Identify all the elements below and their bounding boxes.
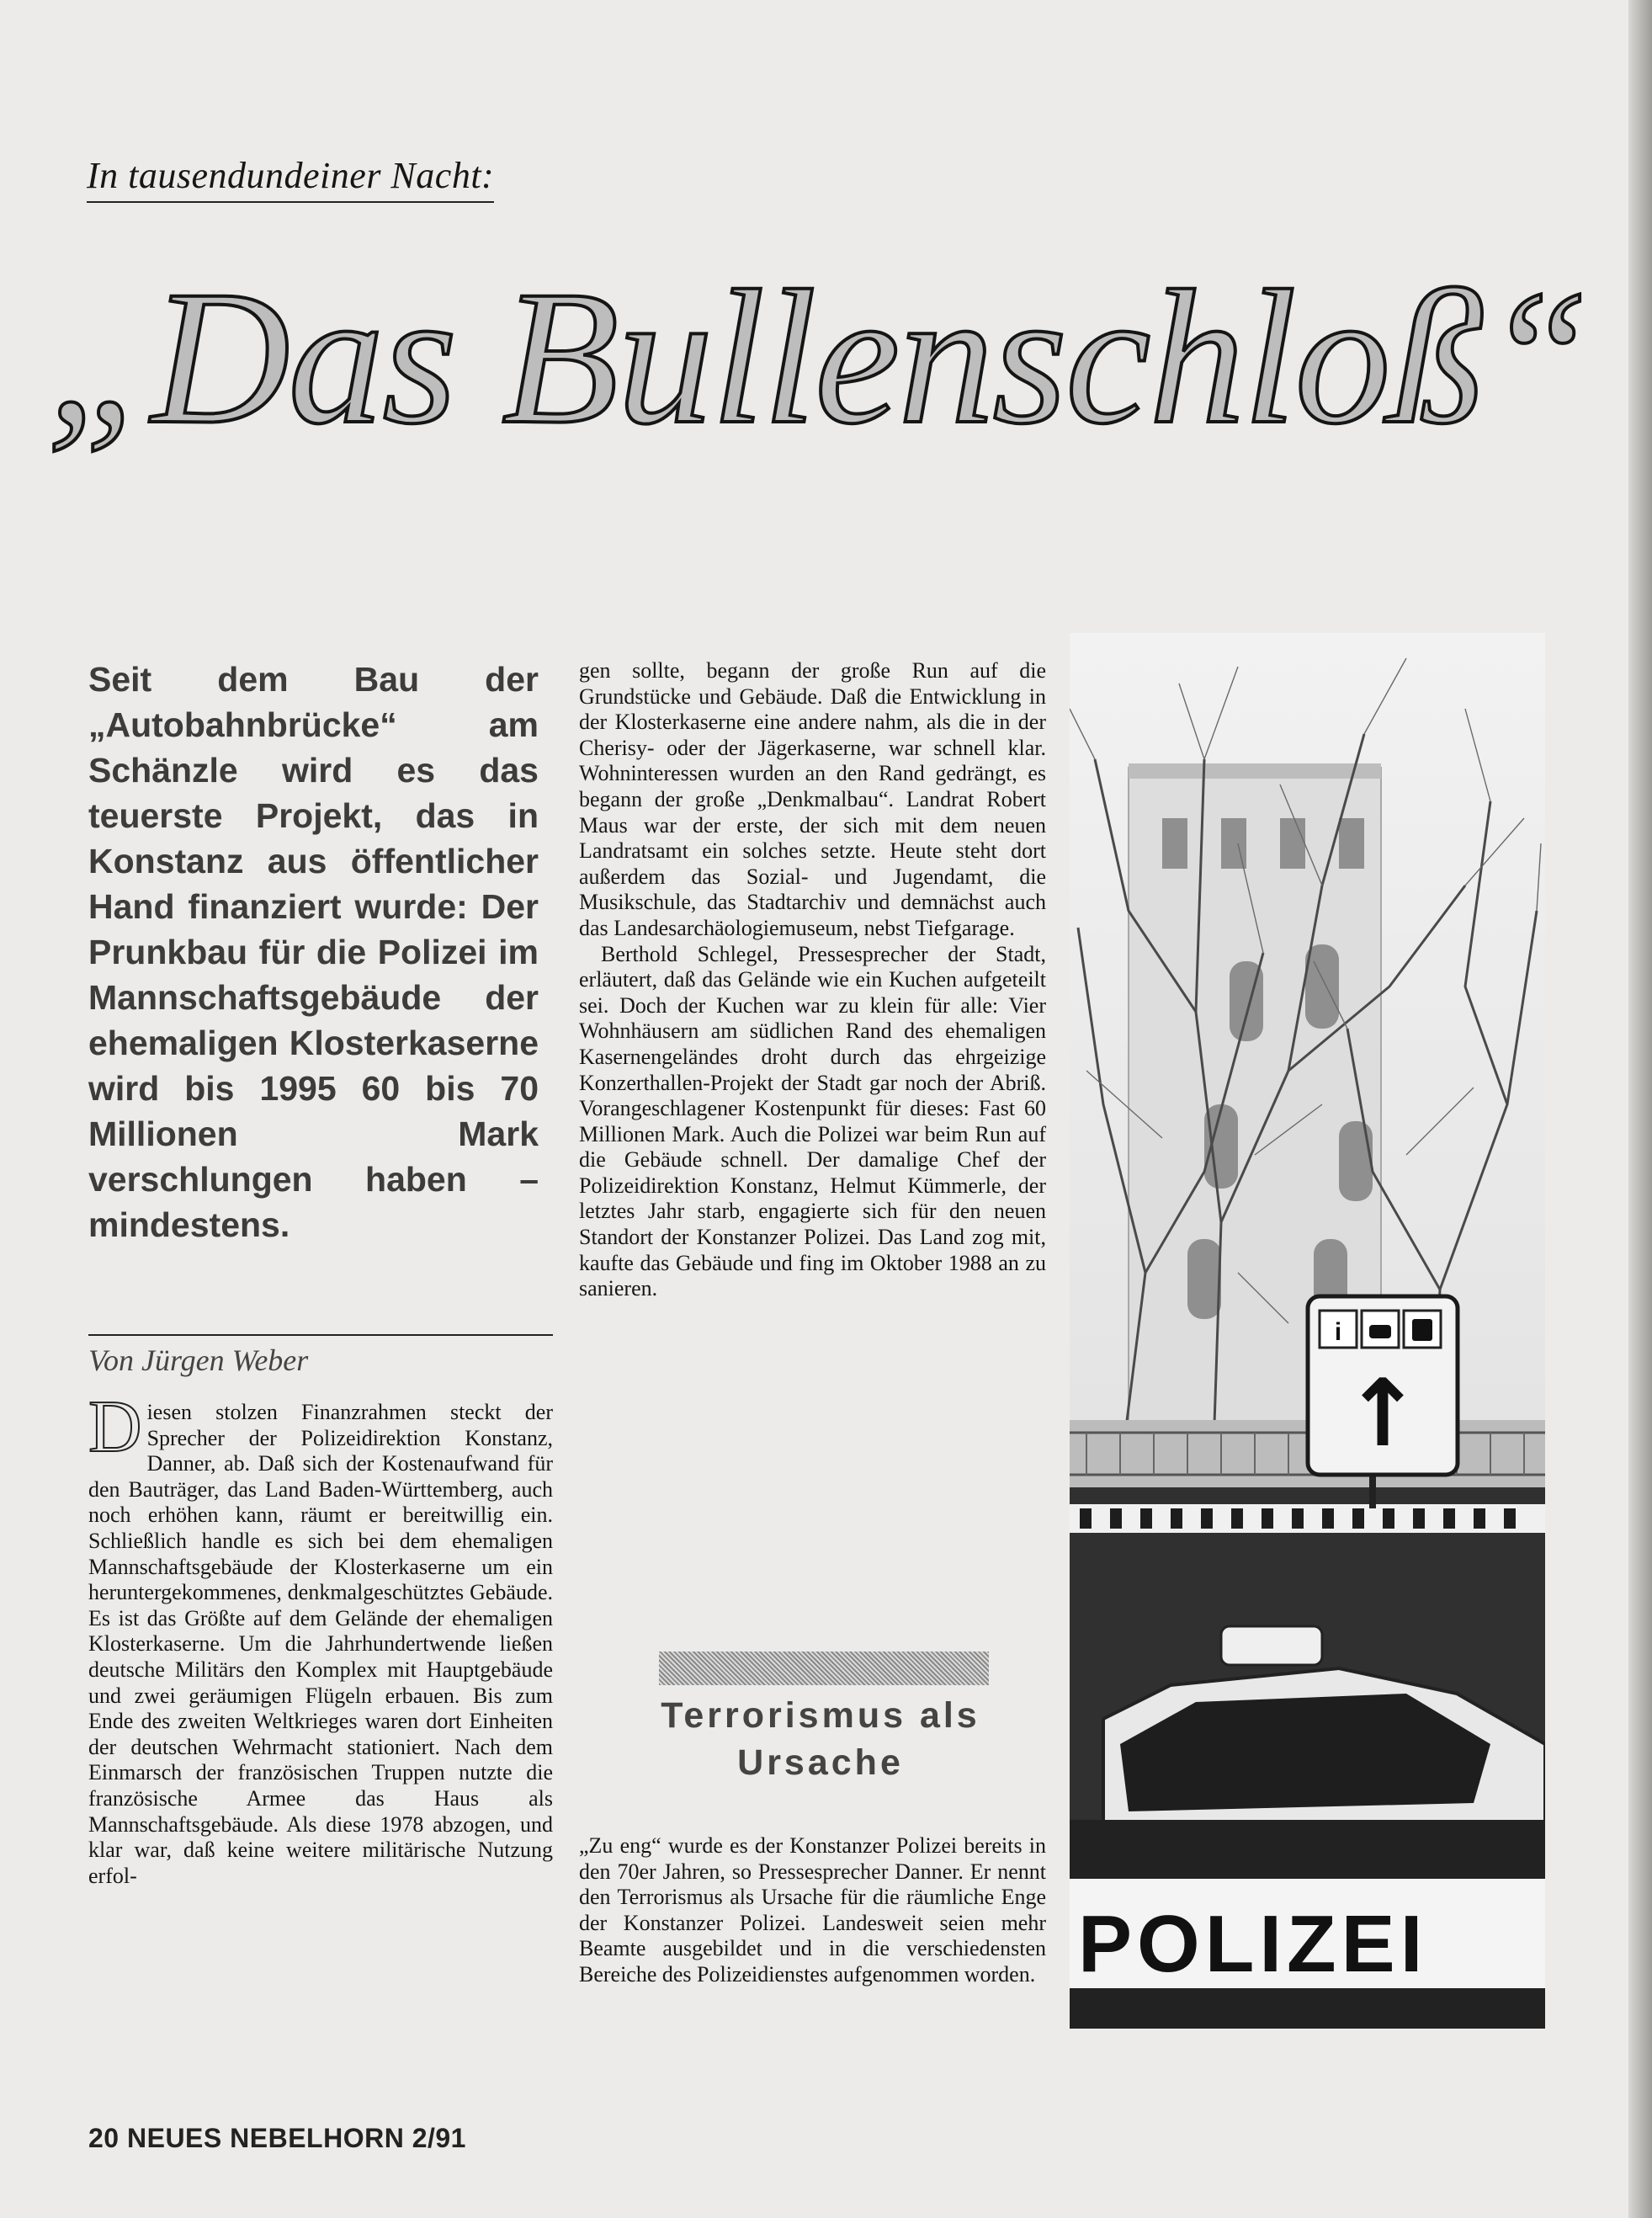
paragraph: Berthold Schlegel, Pressesprecher der Stadt, erläutert, daß das Gelände wie ein Kuchen aufgeteilt sei. Doch der Kuchen war zu klein für alle: Vier Wohnhäusern am südlichen Rand des ehemaligen Kasernengeländes droht durch das ehrgeizige Konzerthallen-Projekt der Stadt gar noch der Abriß. Vorangeschlagener Kostenpunkt für dieses: Fast 60 Millionen Mark. Auch die Polizei war beim Run auf die Gebäude schnell. Der damalige Chef der Polizeidirektion Konstanz, Helmut Kümmerle, der letztes Jahr starb, engagierte sich für den neuen Standort der Konstanzer Polizei. Das Land zog mit, kaufte das Gebäude und fing im Oktober 1988 an zu sanieren.	[579, 941, 1046, 1301]
kicker: In tausendundeiner Nacht:	[87, 154, 494, 203]
subhead-screen-bar	[659, 1652, 989, 1685]
article-column-3	[579, 1833, 1046, 1988]
subhead-line: Terrorismus als	[661, 1695, 980, 1736]
siren-light	[1221, 1626, 1322, 1665]
article-column-2	[579, 658, 1046, 1302]
lead-paragraph: Seit dem Bau der „Autobahnbrücke“ am Schänzle wird es das teuerste Projekt, das in Konstanz aus öffentlicher Hand finanziert wurde: Der Prunkbau für die Polizei im Mannschaftsgebäude der ehemaligen Klosterkaserne wird bis 1995 60 bis 70 Millionen Mark verschlungen haben – mindestens.	[88, 660, 539, 1244]
subhead-line: Ursache	[737, 1742, 904, 1783]
scan-edge-shadow	[1628, 0, 1652, 2218]
byline: Von Jürgen Weber	[88, 1334, 553, 1378]
paragraph: gen sollte, begann der große Run auf die Grundstücke und Gebäude. Daß die Entwicklung in der Klosterkaserne eine andere nahm, als die in der Cherisy- oder der Jägerkaserne, war schnell klar. Wohninteressen wurden an den Rand gedrängt, es begann der große „Denkmalbau“. Landrat Robert Maus war der erste, der sich mit dem neuen Landratsamt ein solches setzte. Heute steht dort außerdem das Sozial- und Jugendamt, die Musikschule, das Stadtarchiv und demnächst auch das Landesarchäologiemuseum, nebst Tiefgarage.	[579, 658, 1046, 940]
paragraph-text: iesen stolzen Finanzrahmen steckt der Sprecher der Polizeidirektion Konstanz, Danner, ab. Daß sich der Kostenaufwand für den Bauträger, das Land Baden-Württemberg, auch noch erhöhen kann, räumt er bereitwillig ein. Schließlich handle es sich bei dem ehemaligen Mannschaftsgebäude der Klosterkaserne um ein heruntergekommenes, denkmalgeschütztes Gebäude. Es ist das Größte auf dem Gelände der ehemaligen Klosterkaserne. Um die Jahrhundertwende ließen deutsche Militärs den Komplex mit Hauptgebäude und zwei geräumigen Flügeln erbauen. Bis zum Ende des zweiten Weltkrieges waren dort Einheiten der deutschen Wehrmacht stationiert. Nach dem Einmarsch der französischen Truppen nutzte die französische Armee das Haus als Mannschaftsgebäude. Als diese 1978 abzogen, und klar war, daß keine weitere militärische Nutzung erfol-	[88, 1400, 553, 1888]
article-column-1	[88, 1386, 553, 1889]
subhead	[589, 1692, 1052, 1786]
police-building-photo	[1070, 633, 1545, 2029]
photo-illustration	[1070, 633, 1545, 2029]
bus-icon	[1412, 1319, 1432, 1341]
headline: „Das Bullenschloß“	[46, 252, 1589, 464]
paragraph: „Zu eng“ wurde es der Konstanzer Polizei bereits in den 70er Jahren, so Pressesprecher Danner. Er nennt den Terrorismus als Ursache für die räumliche Enge der Konstanzer Polizei. Landesweit seien mehr Beamte ausgebildet und in die verschiedensten Bereiche des Polizeidienstes aufgenommen worden.	[579, 1833, 1046, 1987]
arrow-up-icon: ↑	[1343, 1359, 1422, 1467]
paragraph	[88, 1386, 553, 1889]
car-icon	[1369, 1325, 1391, 1338]
car-label: POLIZEI	[1078, 1899, 1428, 1989]
drop-cap: D	[88, 1386, 142, 1468]
page-footer: 20 NEUES NEBELHORN 2/91	[88, 2123, 466, 2153]
info-icon: i	[1334, 1318, 1342, 1346]
road-sign	[1308, 1296, 1458, 1475]
